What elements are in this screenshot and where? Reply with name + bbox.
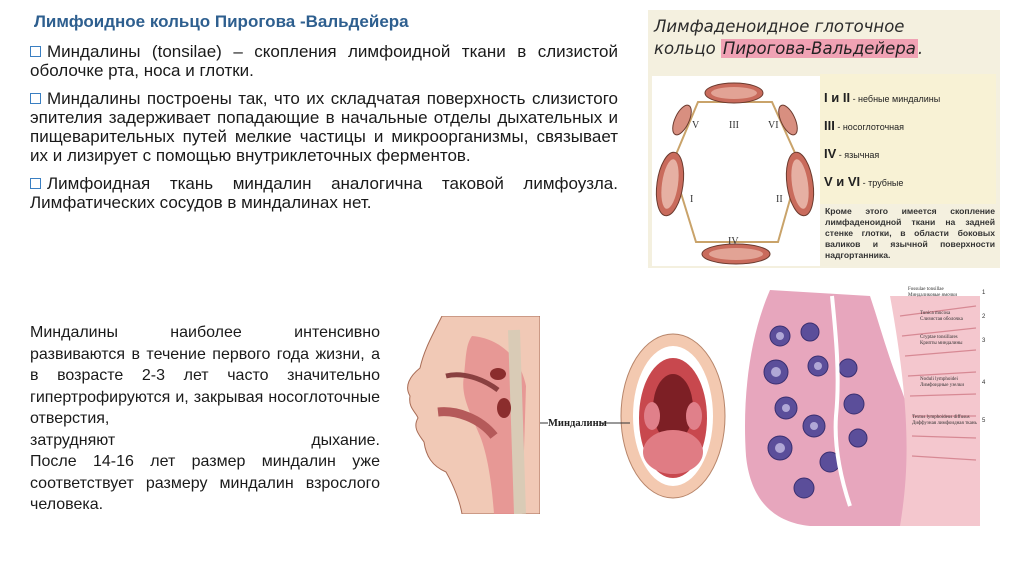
slide-title: Лимфоидное кольцо Пирогова -Вальдейера <box>34 12 409 31</box>
ring-diagram-panel <box>648 10 1000 268</box>
open-mouth-illustration <box>618 330 728 502</box>
numeral-v: V <box>692 120 700 131</box>
bullet-item: Миндалины (tonsilae) – скопления лимфоидной ткани в слизистой оболочке рта, носа и глотки. <box>30 42 618 80</box>
tonsils-label: Миндалины <box>548 418 607 429</box>
bullet-item: Лимфоидная ткань миндалин аналогична таковой лимфоузла. Лимфатических сосудов в миндалинах нет. <box>30 174 618 212</box>
numeral-vi: VI <box>768 120 779 131</box>
legend-lingual: IV - язычная <box>824 146 880 161</box>
numeral-iv: IV <box>728 236 739 247</box>
bullet-item: Миндалины построены так, что их складчатая поверхность слизистого эпителия задерживает попадающие в начальные отделы дыхательных и пищеварительных путей мелкие частицы и микроорганизмы, связывает их и лизирует с помощью внутриклеточных ферментов. <box>30 89 618 165</box>
legend-tubal: V и VI - трубные <box>824 174 904 189</box>
legend-nasopharyngeal: III - носоглоточная <box>824 118 905 133</box>
tonsil-histology-illustration <box>740 276 1000 528</box>
svg-text:3: 3 <box>982 338 986 344</box>
legend-palatine: I и II - небные миндалины <box>824 90 941 105</box>
svg-text:Диффузная лимфоидная ткань: Диффузная лимфоидная ткань <box>912 421 977 426</box>
svg-text:2: 2 <box>982 314 986 320</box>
bullet-square-icon <box>30 46 41 57</box>
svg-text:Tunica mucosa: Tunica mucosa <box>920 311 951 316</box>
svg-text:Textus lymphoideus diffusus: Textus lymphoideus diffusus <box>912 415 970 420</box>
ring-diagram-title: Лимфаденоидное глоточное кольцо Пирогова-Вальдейера . <box>654 17 924 58</box>
svg-text:Слизистая оболочка: Слизистая оболочка <box>920 317 963 322</box>
head-profile-illustration <box>402 316 540 514</box>
ring-title-highlight: Пирогова-Вальдейера <box>722 39 916 58</box>
ring-illustration <box>652 76 820 266</box>
svg-text:1: 1 <box>982 290 986 296</box>
bullet-square-icon <box>30 93 41 104</box>
svg-text:Cryptae tonsillares: Cryptae tonsillares <box>920 335 958 340</box>
svg-text:Крипты миндалины: Крипты миндалины <box>920 341 963 346</box>
svg-text:5: 5 <box>982 418 986 424</box>
numeral-ii: II <box>776 194 783 205</box>
svg-text:Noduli lymphoidei: Noduli lymphoidei <box>920 377 958 382</box>
numeral-iii: III <box>729 120 739 131</box>
svg-text:Лимфоидные узелки: Лимфоидные узелки <box>920 383 964 388</box>
development-text <box>30 322 380 516</box>
svg-text:Fossulae tonsillae: Fossulae tonsillae <box>908 287 944 292</box>
development-paragraph: Миндалины наиболее интенсивно развиваются в течение первого года жизни, а в возрасте 2-3 лет часто значительно гипертрофируются и, закрывая носоглоточные отверстия, затрудняют дыхание. <box>30 324 380 449</box>
bullet-square-icon <box>30 178 41 189</box>
adult-size-paragraph: После 14-16 лет размер миндалин уже соответствует размеру миндалин взрослого человека. <box>30 453 380 513</box>
ring-legend-note: Кроме этого имеется скопление лимфаденоидной ткани на задней стенке глотки, в области боковых валиков и язычной поверхности надгортанника. <box>825 206 995 260</box>
bullet-list <box>30 42 618 221</box>
numeral-i: I <box>690 194 694 205</box>
svg-text:4: 4 <box>982 380 986 386</box>
svg-text:Миндаликовые ямочки: Миндаликовые ямочки <box>908 293 958 298</box>
